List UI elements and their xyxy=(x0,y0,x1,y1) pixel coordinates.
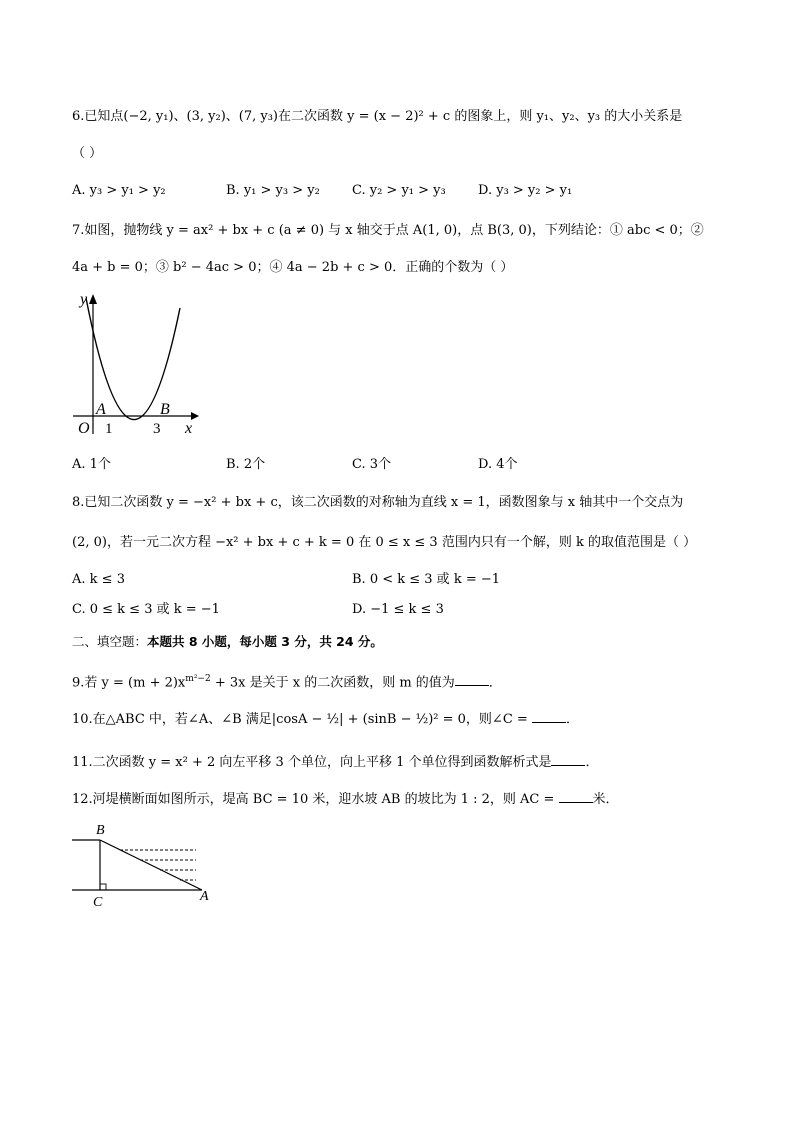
q6-paren: （ ） xyxy=(72,146,103,161)
section-heading-prefix: 二、填空题： xyxy=(72,634,148,649)
q10-stem xyxy=(72,710,579,729)
q7-option-b: B. 2个 xyxy=(226,457,266,472)
q6-option-b: B. y₁ > y₃ > y₂ xyxy=(226,183,320,198)
q11-text: 11.二次函数 y = x² + 2 向左平移 3 个单位，向上平移 1 个单位得到函数解析式是 xyxy=(72,755,552,770)
point-c-label: C xyxy=(93,895,103,910)
q9-exponent: m²−2 xyxy=(185,674,211,684)
x-axis-arrow-icon xyxy=(191,412,199,420)
q7-parabola-figure xyxy=(68,286,208,438)
point-a-label: A xyxy=(200,889,209,904)
q8-option-b: B. 0 < k ≤ 3 或 k = −1 xyxy=(352,572,501,587)
x-axis-label: x xyxy=(185,420,193,437)
y-axis-arrow-icon xyxy=(89,294,97,304)
tick-label-1: 1 xyxy=(105,421,113,437)
q9-text-after: + 3x 是关于 x 的二次函数，则 m 的值为 xyxy=(210,675,455,691)
tick-label-3: 3 xyxy=(153,421,161,437)
q9-answer-blank[interactable] xyxy=(455,673,489,686)
q10-end: ． xyxy=(565,712,579,727)
q8-option-c: C. 0 ≤ k ≤ 3 或 k = −1 xyxy=(72,602,220,617)
right-angle-mark xyxy=(100,884,106,890)
q12-embankment-figure xyxy=(68,818,218,910)
q8-option-d: D. −1 ≤ k ≤ 3 xyxy=(352,602,444,617)
q7-stem-continued: 4a + b = 0；③ b² − 4ac > 0；④ 4a − 2b + c > 0．正确的个数为（ ） xyxy=(72,260,514,275)
origin-label: O xyxy=(78,420,90,437)
q6-stem: 6.已知点(−2, y₁)、(3, y₂)、(7, y₃)在二次函数 y = (x − 2)² + c 的图象上，则 y₁、y₂、y₃ 的大小关系是 xyxy=(72,109,683,124)
q7-option-c: C. 3个 xyxy=(352,457,392,472)
point-b-label: B xyxy=(96,823,105,838)
q9-stem xyxy=(72,670,502,692)
q12-stem xyxy=(72,790,619,809)
point-b-label: B xyxy=(160,401,170,418)
q10-text: 10.在△ABC 中，若∠A、∠B 满足|cosA − ½| + (sinB − ½)² = 0，则∠C = xyxy=(72,712,532,727)
point-a-label: A xyxy=(96,401,106,418)
q12-end: 米． xyxy=(592,792,619,807)
q11-stem xyxy=(72,753,599,772)
q10-answer-blank[interactable] xyxy=(532,710,566,723)
y-axis-label: y xyxy=(80,291,88,308)
q6-option-d: D. y₃ > y₂ > y₁ xyxy=(478,183,573,198)
q11-end: ． xyxy=(585,755,599,770)
q7-stem: 7.如图，抛物线 y = ax² + bx + c (a ≠ 0) 与 x 轴交于点 A(1, 0)，点 B(3, 0)，下列结论：① abc < 0；② xyxy=(72,223,704,238)
section-heading-detail: 本题共 8 小题，每小题 3 分，共 24 分。 xyxy=(147,634,383,649)
q9-end: ． xyxy=(488,675,502,691)
q8-stem-continued: (2, 0)，若一元二次方程 −x² + bx + c + k = 0 在 0 ≤ x ≤ 3 范围内只有一个解，则 k 的取值范围是（ ） xyxy=(72,535,697,550)
q9-text-before: 9.若 y = (m + 2)x xyxy=(72,675,186,691)
q6-option-a: A. y₃ > y₁ > y₂ xyxy=(72,183,166,198)
q11-answer-blank[interactable] xyxy=(551,753,585,766)
slope-ab xyxy=(100,840,202,890)
q12-answer-blank[interactable] xyxy=(559,790,593,803)
q7-option-d: D. 4个 xyxy=(478,457,518,472)
q8-option-a: A. k ≤ 3 xyxy=(72,572,125,587)
section-heading xyxy=(72,633,383,651)
q6-option-c: C. y₂ > y₁ > y₃ xyxy=(352,183,446,198)
q7-option-a: A. 1个 xyxy=(72,457,111,472)
q12-text: 12.河堤横断面如图所示，堤高 BC = 10 米，迎水坡 AB 的坡比为 1 : 2，则 AC = xyxy=(72,792,559,807)
q8-stem: 8.已知二次函数 y = −x² + bx + c，该二次函数的对称轴为直线 x = 1，函数图象与 x 轴其中一个交点为 xyxy=(72,495,684,510)
